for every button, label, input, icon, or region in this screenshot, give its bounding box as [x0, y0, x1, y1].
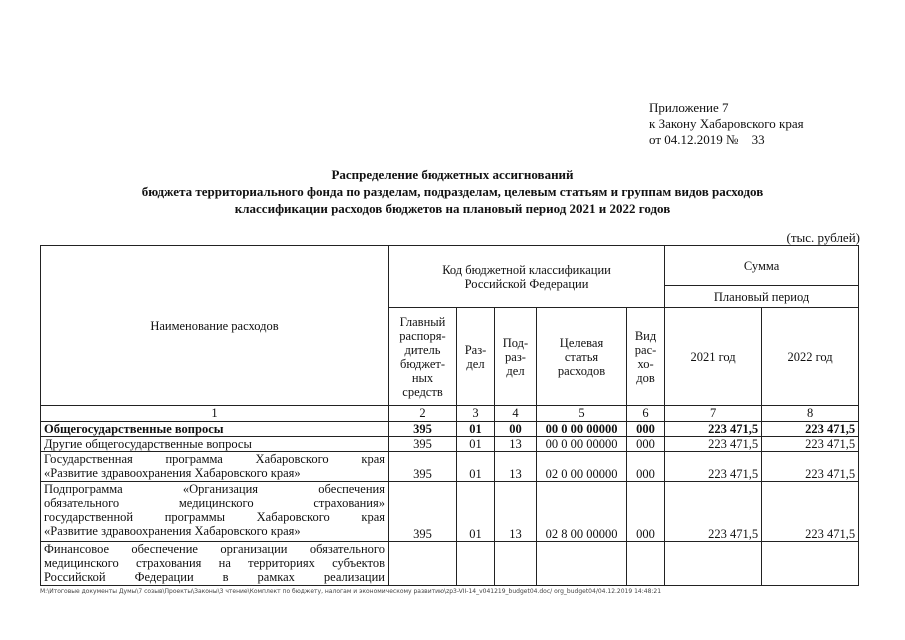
- row-amount-2021: 223 471,5: [665, 422, 762, 437]
- row-subsection: 13: [495, 437, 537, 452]
- row-article: [537, 542, 627, 586]
- row-amount-2022: 223 471,5: [762, 452, 859, 482]
- header-year-2022: [762, 308, 859, 406]
- column-number: 5: [537, 406, 627, 422]
- row-name-line: «Развитие здравоохранения Хабаровского края»: [44, 466, 301, 480]
- units-label: (тыс. рублей): [786, 230, 860, 245]
- row-article: 02 0 00 00000: [537, 452, 627, 482]
- row-subsection: 13: [495, 482, 537, 542]
- row-name: [41, 482, 389, 542]
- table-row: [41, 452, 859, 482]
- column-number: 1: [41, 406, 389, 422]
- row-article: 00 0 00 00000: [537, 422, 627, 437]
- grbs-line: распоря-: [399, 328, 446, 343]
- row-name-line: обязательного медицинского страхования»: [44, 496, 385, 510]
- row-name: Другие общегосударственные вопросы: [41, 437, 389, 452]
- file-path-footer: M:\Итоговые документы Думы\7 созыв\Проекты\Законы\3 чтение\Комплект по бюджету, налогам и экономическому развитию\zp3-VII-14_v041219_budget04.doc/ org_budget04/04.12.2019 14:48:21: [40, 588, 662, 595]
- grbs-line: дитель: [404, 342, 441, 357]
- appendix-number: 33: [751, 132, 765, 147]
- subsection-line: раз-: [505, 349, 526, 364]
- row-name-line: Российской Федерации в рамках реализации: [44, 570, 385, 584]
- row-name: [41, 542, 389, 586]
- budget-table: [40, 245, 859, 586]
- table-row: [41, 542, 859, 586]
- row-type: 000: [627, 452, 665, 482]
- grbs-line: средств: [402, 384, 443, 399]
- row-name-line: государственной программы Хабаровского края: [44, 510, 385, 524]
- header-target-article: [537, 308, 627, 406]
- row-subsection: [495, 542, 537, 586]
- code-group-line-1: Код бюджетной классификации: [442, 262, 611, 277]
- table-row: [41, 422, 859, 437]
- appendix-date: от 04.12.2019 №: [649, 132, 739, 147]
- title-line-2: бюджета территориального фонда по разделам, подразделам, целевым статьям и группам видов расходов: [141, 184, 764, 199]
- row-amount-2022: 223 471,5: [762, 482, 859, 542]
- grbs-line: бюджет-: [399, 356, 446, 371]
- title-line-3: классификации расходов бюджетов на плановый период 2021 и 2022 годов: [234, 201, 671, 216]
- row-name-line: Финансовое обеспечение организации обязательного: [44, 542, 385, 556]
- row-grbs: 395: [389, 422, 457, 437]
- row-amount-2022: 223 471,5: [762, 422, 859, 437]
- row-type: 000: [627, 437, 665, 452]
- header-code-group: [389, 246, 665, 308]
- column-number: 8: [762, 406, 859, 422]
- type-line: дов: [636, 370, 655, 385]
- appendix-header: [649, 100, 879, 148]
- appendix-line-1: Приложение 7: [649, 100, 729, 115]
- appendix-line-2: к Закону Хабаровского края: [649, 116, 804, 131]
- type-line: хо-: [637, 356, 654, 371]
- header-expense-type: [627, 308, 665, 406]
- row-amount-2021: 223 471,5: [665, 437, 762, 452]
- column-number-row: [41, 406, 859, 422]
- row-section: 01: [457, 422, 495, 437]
- year-2022-label: 2022 год: [787, 349, 833, 364]
- row-type: 000: [627, 482, 665, 542]
- row-article: 00 0 00 00000: [537, 437, 627, 452]
- header-sum: [665, 246, 859, 286]
- row-section: 01: [457, 437, 495, 452]
- table-row: [41, 482, 859, 542]
- subsection-line: дел: [506, 363, 525, 378]
- document-title: [40, 166, 865, 217]
- header-planned-period: [665, 286, 859, 308]
- appendix-line-3: [649, 132, 879, 148]
- article-line: Целевая: [559, 335, 604, 350]
- row-amount-2022: [762, 542, 859, 586]
- column-number: 2: [389, 406, 457, 422]
- table-row: [41, 437, 859, 452]
- section-line: дел: [466, 356, 485, 371]
- column-number: 4: [495, 406, 537, 422]
- type-line: рас-: [634, 342, 657, 357]
- year-2021-label: 2021 год: [690, 349, 736, 364]
- row-amount-2021: [665, 542, 762, 586]
- row-amount-2021: 223 471,5: [665, 482, 762, 542]
- article-line: статья: [564, 349, 599, 364]
- row-grbs: 395: [389, 482, 457, 542]
- row-article: 02 8 00 00000: [537, 482, 627, 542]
- row-name-line: медицинского страхования на территориях субъектов: [44, 556, 385, 570]
- row-name-line: «Развитие здравоохранения Хабаровского края»: [44, 524, 301, 538]
- title-line-1: Распределение бюджетных ассигнований: [331, 167, 574, 182]
- grbs-line: Главный: [399, 314, 446, 329]
- section-line: Раз-: [464, 342, 487, 357]
- column-number: 3: [457, 406, 495, 422]
- row-amount-2022: 223 471,5: [762, 437, 859, 452]
- header-row-1: [41, 246, 859, 286]
- grbs-line: ных: [411, 370, 434, 385]
- row-amount-2021: 223 471,5: [665, 452, 762, 482]
- subsection-line: Под-: [502, 335, 529, 350]
- row-name-line: Государственная программа Хабаровского края: [44, 452, 385, 466]
- row-subsection: 00: [495, 422, 537, 437]
- code-group-line-2: Российской Федерации: [464, 276, 589, 291]
- header-grbs: [389, 308, 457, 406]
- row-name: Общегосударственные вопросы: [41, 422, 389, 437]
- column-number: 6: [627, 406, 665, 422]
- row-type: 000: [627, 422, 665, 437]
- row-subsection: 13: [495, 452, 537, 482]
- header-name-cell: [41, 246, 389, 406]
- header-subsection: [495, 308, 537, 406]
- column-number: 7: [665, 406, 762, 422]
- planned-period-label: Плановый период: [713, 289, 810, 304]
- row-section: 01: [457, 452, 495, 482]
- row-type: [627, 542, 665, 586]
- row-grbs: 395: [389, 437, 457, 452]
- row-section: [457, 542, 495, 586]
- row-section: 01: [457, 482, 495, 542]
- row-name-line: Подпрограмма «Организация обеспечения: [44, 482, 385, 496]
- row-name: [41, 452, 389, 482]
- header-name-label: Наименование расходов: [150, 318, 279, 333]
- row-grbs: [389, 542, 457, 586]
- type-line: Вид: [634, 328, 657, 343]
- header-sum-label: Сумма: [743, 258, 780, 273]
- header-section: [457, 308, 495, 406]
- header-year-2021: [665, 308, 762, 406]
- row-grbs: 395: [389, 452, 457, 482]
- article-line: расходов: [557, 363, 606, 378]
